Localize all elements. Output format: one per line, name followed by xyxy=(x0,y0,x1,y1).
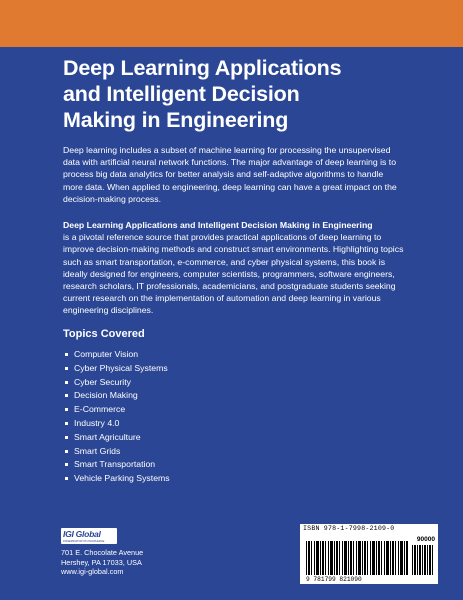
publisher-address xyxy=(61,548,143,577)
logo-tagline: DISSEMINATOR OF KNOWLEDGE xyxy=(63,540,105,543)
back-cover-content xyxy=(63,55,404,484)
topic-item xyxy=(63,472,170,486)
bullet-icon xyxy=(65,394,68,397)
topic-label: Cyber Physical Systems xyxy=(74,362,168,373)
publisher-logo xyxy=(61,528,117,544)
bullet-icon xyxy=(65,463,68,466)
isbn-barcode xyxy=(300,524,438,584)
title-line: Making in Engineering xyxy=(63,108,289,132)
topics-heading: Topics Covered xyxy=(63,328,145,340)
topic-item xyxy=(63,348,170,362)
topic-item xyxy=(63,403,170,417)
barcode-digits: 9 781799 821090 xyxy=(306,576,362,583)
bullet-icon xyxy=(65,477,68,480)
topic-label: Smart Grids xyxy=(74,445,121,456)
summary-book-title: Deep Learning Applications and Intelligent Decision Making in Engineering xyxy=(63,220,373,230)
bullet-icon xyxy=(65,408,68,411)
topic-item xyxy=(63,458,170,472)
isbn-number: ISBN 978-1-7998-2109-0 xyxy=(303,525,395,532)
topic-label: Decision Making xyxy=(74,390,138,401)
bullet-icon xyxy=(65,367,68,370)
description-paragraph: Deep learning includes a subset of machine learning for processing the unsupervised data with artificial neural network functions. The major advantage of deep learning is to process big data analytics for better analysis and self-adaptive algorithms to handle more data. When applied to engineering, deep learning can have a great impact on the decision-making process. xyxy=(63,145,397,204)
topic-item xyxy=(63,431,170,445)
topic-item xyxy=(63,417,170,431)
bullet-icon xyxy=(65,422,68,425)
bullet-icon xyxy=(65,436,68,439)
barcode-bars xyxy=(306,541,409,575)
topics-list xyxy=(63,348,170,486)
publisher-info xyxy=(61,528,143,577)
book-title xyxy=(63,55,403,133)
top-color-band xyxy=(0,0,463,47)
bullet-icon xyxy=(65,381,68,384)
topic-item xyxy=(63,445,170,459)
topic-label: Computer Vision xyxy=(74,349,139,359)
topic-item xyxy=(63,362,170,376)
title-line: and Intelligent Decision xyxy=(63,82,300,106)
barcode-addon-bars xyxy=(412,545,434,575)
topic-label: E-Commerce xyxy=(74,404,126,415)
price-code: 90000 xyxy=(416,536,435,543)
bullet-icon xyxy=(65,353,68,356)
logo-text: IGI Global xyxy=(63,529,101,539)
topic-label: Smart Transportation xyxy=(74,459,156,470)
address-line: Hershey, PA 17033, USA xyxy=(61,557,142,567)
topic-item xyxy=(63,389,170,403)
topic-label: Cyber Security xyxy=(74,376,131,387)
title-line: Deep Learning Applications xyxy=(63,56,342,80)
summary-body: is a pivotal reference source that provides practical applications of deep learning to improve decision-making methods and construct smart environments. Highlighting topics such as smart transportation, e-commerce, and cyber physical systems, this book is ideally designed for engineers, computer scientists, programmers, software engineers, research scholars, IT professionals, academicians, and postgraduate students seeking current research on the implementation of automation and deep learning in various engineering disciplines. xyxy=(63,232,404,316)
topic-label: Vehicle Parking Systems xyxy=(74,473,170,484)
topic-label: Industry 4.0 xyxy=(74,417,120,428)
topic-item xyxy=(63,376,170,390)
topic-label: Smart Agriculture xyxy=(74,431,141,442)
summary-paragraph xyxy=(63,219,405,317)
address-line: 701 E. Chocolate Avenue xyxy=(61,548,144,557)
publisher-website: www.igi-global.com xyxy=(61,567,124,577)
bullet-icon xyxy=(65,450,68,453)
